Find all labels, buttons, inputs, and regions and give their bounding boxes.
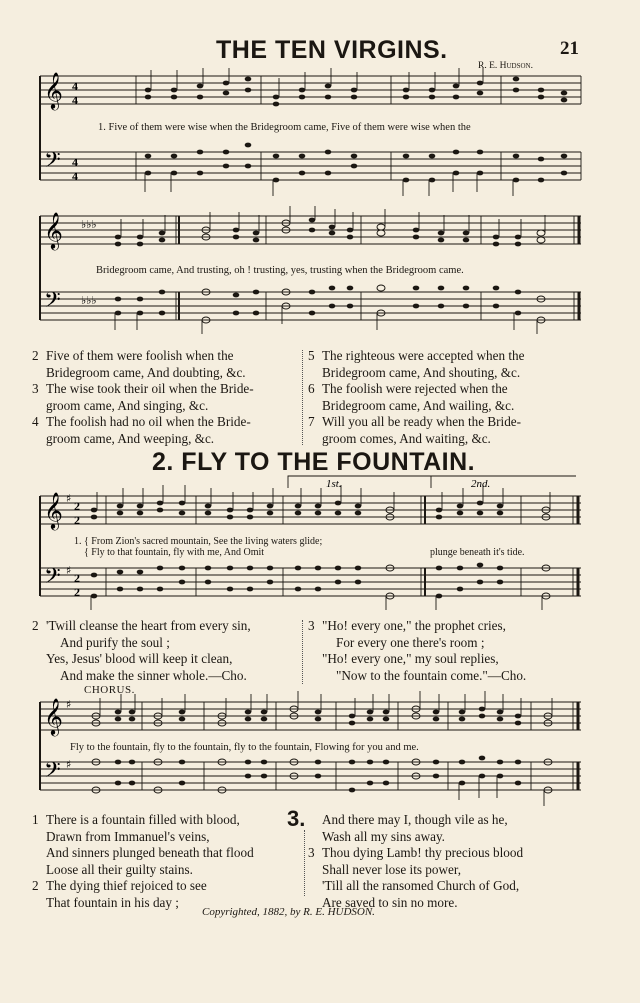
hymn1-composer: R. E. Hudson. (478, 61, 533, 71)
svg-text:𝄢: 𝄢 (44, 148, 61, 178)
hymn1-title: THE TEN VIRGINS. (216, 36, 448, 64)
verse-2 (32, 348, 302, 381)
svg-text:♯: ♯ (66, 758, 72, 771)
verse-line: The righteous were accepted when the (322, 348, 525, 363)
hymn1-score-system-1 (36, 68, 586, 198)
verse-number: 2 (32, 618, 39, 633)
verse-number: 2 (32, 348, 39, 363)
chorus-label: CHORUS. (84, 684, 135, 696)
verse-line: 'Till all the ransomed Church of God, (322, 878, 520, 893)
svg-text:2: 2 (74, 571, 80, 585)
verse-line: groom came, And weeping, &c. (46, 430, 215, 446)
verse-number: 3 (308, 618, 315, 633)
hymn2-title: 2. FLY TO THE FOUNTAIN. (152, 448, 476, 476)
verse-line: Loose all their guilty stains. (46, 861, 193, 877)
hymn2-lyric-line-b-end: plunge beneath it's tide. (430, 547, 525, 558)
svg-text:♯: ♯ (66, 492, 72, 505)
svg-text:4: 4 (72, 93, 78, 107)
verse-line: And sinners plunged beneath that flood (46, 845, 254, 860)
verse-line: Bridegroom came, And doubting, &c. (46, 364, 246, 380)
verse-number: 6 (308, 381, 315, 396)
hymn2-lyric-line-a: 1. { From Zion's sacred mountain, See the living waters glide; (74, 536, 323, 547)
svg-text:𝄞: 𝄞 (44, 211, 63, 249)
verse-line: "Now to the fountain come."—Cho. (336, 667, 527, 683)
hymn3-verses-left (32, 812, 302, 911)
verse-3 (308, 845, 598, 911)
verse-6 (308, 381, 588, 414)
verse-divider (302, 350, 303, 445)
verse-1 (32, 812, 302, 878)
svg-text:2: 2 (74, 513, 80, 527)
page-number: 21 (560, 38, 579, 59)
verse-number: 7 (308, 414, 315, 429)
verse-line: And there may I, though vile as he, (322, 812, 508, 827)
verse-number: 3 (32, 381, 39, 396)
verse-number: 5 (308, 348, 315, 363)
svg-text:4: 4 (72, 79, 78, 93)
verse-line: Drawn from Immanuel's veins, (46, 828, 210, 844)
verse-line: "Ho! every one," the prophet cries, (322, 618, 506, 633)
verse-divider (304, 830, 305, 896)
svg-text:𝄞: 𝄞 (44, 71, 63, 109)
verse-4 (32, 414, 302, 447)
svg-text:2: 2 (74, 585, 80, 599)
verse-line: The wise took their oil when the Bride- (46, 381, 254, 396)
verse-line: Five of them were foolish when the (46, 348, 234, 363)
svg-text:𝄢: 𝄢 (44, 564, 61, 594)
hymn1-verses-right (308, 348, 588, 447)
hymn1-lyric-line-2: Bridegroom came, And trusting, oh ! trusting, yes, trusting when the Bridegroom came. (96, 265, 464, 276)
verse-line: 'Twill cleanse the heart from every sin, (46, 618, 251, 633)
svg-text:𝄞: 𝄞 (44, 697, 63, 735)
hymn2-verse-2 (32, 618, 302, 684)
verse-2-cont (308, 812, 598, 845)
svg-text:♭♭♭: ♭♭♭ (81, 294, 97, 307)
verse-line: And purify the soul ; (60, 634, 170, 650)
verse-line: Wash all my sins away. (322, 828, 445, 844)
verse-line: For every one there's room ; (336, 634, 485, 650)
verse-line: And make the sinner whole.—Cho. (60, 667, 247, 683)
verse-line: The dying thief rejoiced to see (46, 878, 207, 893)
svg-text:𝄢: 𝄢 (44, 288, 61, 318)
verse-line: Will you all be ready when the Bride- (322, 414, 522, 429)
verse-line: Are saved to sin no more. (322, 894, 458, 910)
verse-number: 2 (32, 878, 39, 893)
svg-text:♭♭♭: ♭♭♭ (81, 218, 97, 231)
verse-line: The foolish were rejected when the (322, 381, 508, 396)
chorus-lyric: Fly to the fountain, fly to the fountain, fly to the fountain, Flowing for you and me. (70, 742, 419, 753)
verse-3 (32, 381, 302, 414)
svg-text:♯: ♯ (66, 698, 72, 711)
verse-line: Thou dying Lamb! thy precious blood (322, 845, 524, 860)
svg-text:4: 4 (72, 155, 78, 169)
verse-number: 4 (32, 414, 39, 429)
svg-text:𝄞: 𝄞 (44, 491, 63, 529)
hymn3-verses-right (308, 812, 598, 911)
svg-text:𝄢: 𝄢 (44, 758, 61, 788)
hymn1-verses-left (32, 348, 302, 447)
ending-1-label: 1st. (326, 478, 342, 490)
verse-number: 1 (32, 812, 39, 827)
hymn2-verse-3 (308, 618, 588, 684)
verse-line: There is a fountain filled with blood, (46, 812, 240, 827)
verse-line: The foolish had no oil when the Bride- (46, 414, 251, 429)
verse-line: Bridegroom came, And wailing, &c. (322, 397, 515, 413)
verse-line: "Ho! every one," my soul replies, (322, 651, 499, 666)
verse-line: That fountain in his day ; (46, 894, 179, 910)
hymn1-lyric-line-1: 1. Five of them were wise when the Bridegroom came, Five of them were wise when the (98, 122, 471, 133)
verse-number: 3 (308, 845, 315, 860)
verse-line: Shall never lose its power, (322, 861, 462, 877)
verse-line: groom comes, And waiting, &c. (322, 430, 491, 446)
svg-text:♯: ♯ (66, 564, 72, 577)
svg-text:2: 2 (74, 499, 80, 513)
svg-text:4: 4 (72, 169, 78, 183)
verse-divider (302, 620, 303, 684)
verse-line: groom came, And singing, &c. (46, 397, 209, 413)
hymn3-number: 3. (287, 806, 306, 831)
verse-line: Bridegroom came, And shouting, &c. (322, 364, 521, 380)
verse-7 (308, 414, 588, 447)
copyright-notice: Copyrighted, 1882, by R. E. HUDSON. (202, 906, 375, 918)
verse-line: Yes, Jesus' blood will keep it clean, (46, 651, 233, 666)
verse-5 (308, 348, 588, 381)
hymn2-lyric-line-b: { Fly to that fountain, fly with me, And Omit (84, 547, 265, 558)
ending-2-label: 2nd. (471, 478, 491, 490)
